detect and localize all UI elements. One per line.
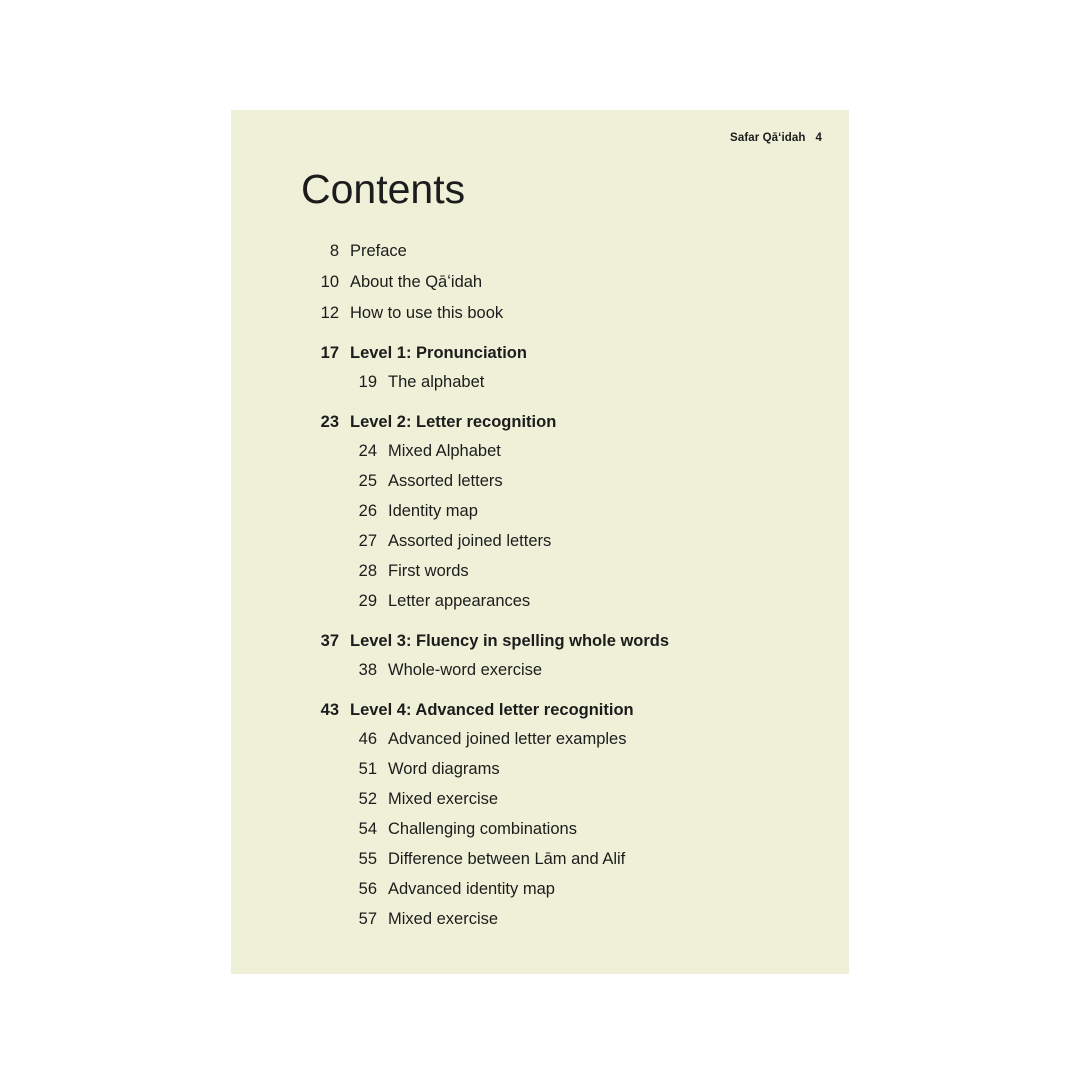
toc-entry-label: Advanced joined letter examples xyxy=(388,730,627,748)
toc-entry-page-number: 8 xyxy=(329,242,339,260)
toc-entry-page-number: 51 xyxy=(358,760,377,778)
toc-entry[interactable] xyxy=(339,881,821,898)
toc-entry-page-number: 52 xyxy=(358,790,377,808)
book-page xyxy=(231,110,849,974)
toc-entry-label: Mixed exercise xyxy=(388,910,499,928)
toc-entry-page-number: 46 xyxy=(358,730,377,748)
running-head-page-number: 4 xyxy=(815,132,822,144)
toc-entry-label: Challenging combinations xyxy=(388,820,577,838)
toc-entry-label: The alphabet xyxy=(388,373,485,391)
toc-entry[interactable] xyxy=(301,305,821,322)
toc-entry-label: Letter appearances xyxy=(388,592,531,610)
toc-entry[interactable] xyxy=(339,374,821,391)
toc-entry-page-number: 24 xyxy=(358,442,377,460)
toc-entry-label: Assorted joined letters xyxy=(388,532,552,550)
toc-entry-label: Word diagrams xyxy=(388,760,500,778)
toc-entry[interactable] xyxy=(339,851,821,868)
toc-entry[interactable] xyxy=(339,761,821,778)
toc-entry-label: Advanced identity map xyxy=(388,880,555,898)
toc-entry[interactable] xyxy=(301,243,821,260)
toc-entry-page-number: 12 xyxy=(320,304,339,322)
toc-entry[interactable] xyxy=(339,443,821,460)
toc-entry-label: Identity map xyxy=(388,502,478,520)
toc-entry[interactable] xyxy=(339,473,821,490)
toc-entry-page-number: 29 xyxy=(358,592,377,610)
toc-entry[interactable] xyxy=(339,662,821,679)
toc-entry-page-number: 19 xyxy=(358,373,377,391)
toc-entry-page-number: 38 xyxy=(358,661,377,679)
toc-entry-page-number: 27 xyxy=(358,532,377,550)
toc-entry-label: Mixed exercise xyxy=(388,790,499,808)
toc-entry[interactable] xyxy=(339,533,821,550)
toc-entry[interactable] xyxy=(339,911,821,928)
toc-entry-label: How to use this book xyxy=(350,304,504,322)
toc-entry-page-number: 28 xyxy=(358,562,377,580)
toc-entry-page-number: 26 xyxy=(358,502,377,520)
toc-entry-page-number: 37 xyxy=(320,631,339,650)
toc-entry-page-number: 56 xyxy=(358,880,377,898)
toc-entry-label: Preface xyxy=(350,242,407,260)
toc-entry-label: Level 3: Fluency in spelling whole words xyxy=(350,631,670,650)
toc-entry-page-number: 17 xyxy=(320,343,339,362)
toc-entry[interactable] xyxy=(301,414,821,431)
page-title: Contents xyxy=(301,166,466,212)
toc-entry-page-number: 23 xyxy=(320,412,339,431)
toc-entry[interactable] xyxy=(301,345,821,362)
toc-entry[interactable] xyxy=(339,503,821,520)
toc-entry-label: Mixed Alphabet xyxy=(388,442,501,460)
toc-entry-label: Whole-word exercise xyxy=(388,661,543,679)
toc-entry[interactable] xyxy=(339,731,821,748)
running-head xyxy=(730,132,822,144)
toc-entry[interactable] xyxy=(301,274,821,291)
toc-entry[interactable] xyxy=(339,593,821,610)
toc-entry[interactable] xyxy=(301,633,821,650)
toc-entry-label: About the Qāʻidah xyxy=(350,273,483,291)
toc-entry[interactable] xyxy=(339,791,821,808)
toc-entry-label: Assorted letters xyxy=(388,472,503,490)
toc-entry[interactable] xyxy=(339,821,821,838)
running-head-title: Safar Qāʻidah xyxy=(730,132,806,144)
toc-entry-page-number: 55 xyxy=(358,850,377,868)
toc-entry[interactable] xyxy=(339,563,821,580)
toc-entry-label: Level 1: Pronunciation xyxy=(350,343,527,362)
toc-entry-page-number: 54 xyxy=(358,820,377,838)
toc-entry[interactable] xyxy=(301,702,821,719)
toc-entry-page-number: 10 xyxy=(320,273,339,291)
toc-entry-label: First words xyxy=(388,562,469,580)
toc-entry-label: Level 4: Advanced letter recognition xyxy=(350,700,634,719)
toc-entry-page-number: 25 xyxy=(358,472,377,490)
toc-entry-label: Level 2: Letter recognition xyxy=(350,412,557,431)
toc-entry-page-number: 57 xyxy=(358,910,377,928)
toc-entry-page-number: 43 xyxy=(320,700,339,719)
toc-entry-label: Difference between Lām and Alif xyxy=(388,850,626,868)
table-of-contents xyxy=(301,243,821,941)
